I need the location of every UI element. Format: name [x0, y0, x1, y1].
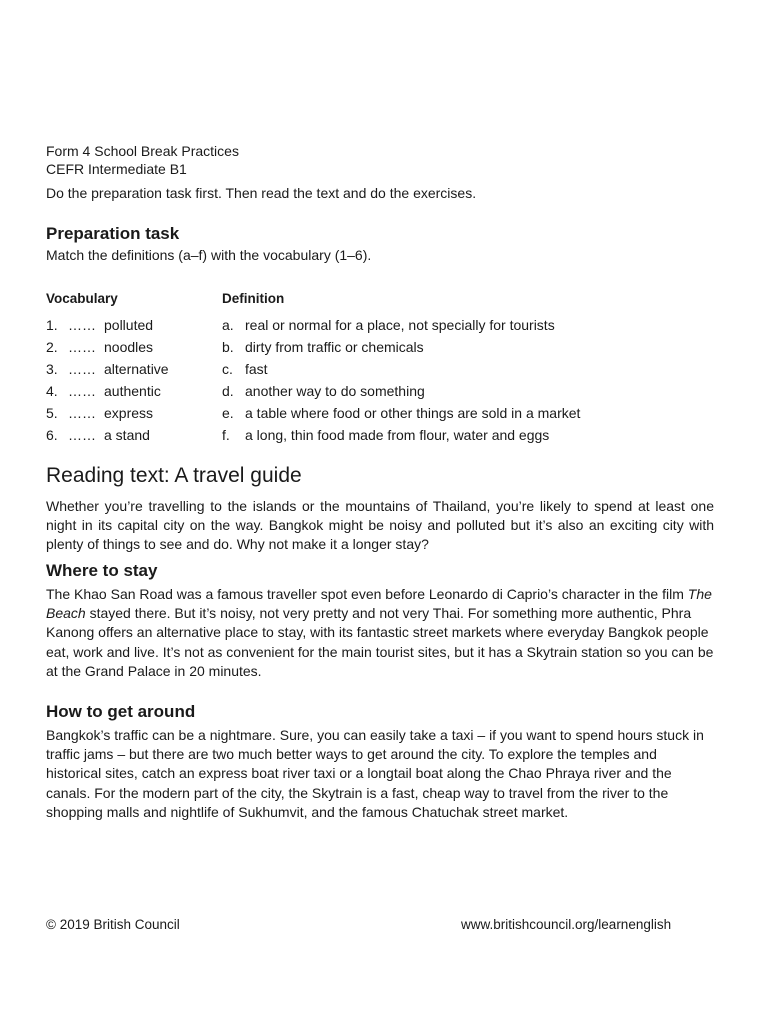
- answer-blank: ……: [68, 427, 96, 443]
- preparation-heading: Preparation task: [46, 224, 180, 243]
- answer-blank: ……: [68, 361, 96, 377]
- how-to-get-around-heading: How to get around: [46, 702, 196, 721]
- definition-column-header: Definition: [222, 291, 285, 306]
- vocab-item: 1. …… polluted: [46, 317, 154, 333]
- header-title: Form 4 School Break Practices: [46, 143, 239, 159]
- document-header: [46, 142, 239, 178]
- website-url: www.britishcouncil.org/learnenglish: [461, 917, 672, 932]
- how-to-get-around-paragraph: Bangkok’s traffic can be a nightmare. Sure, you can easily take a taxi – if you want to spend hours stuck in traffic jams – but there are two much better ways to get around the city. To explore the temples and historical sites, catch an express boat river taxi or a longtail boat along the Chao Phraya river and the canals. For the modern part of the city, the Skytrain is a fast, cheap way to travel from the river to the shopping malls and nightlife of Sukhumvit, and the famous Chatuchak street market.: [46, 727, 704, 820]
- intro-instruction: Do the preparation task first. Then read the text and do the exercises.: [46, 185, 477, 201]
- definition-item: a. real or normal for a place, not specially for tourists: [222, 317, 555, 333]
- film-title: The Beach: [46, 586, 712, 622]
- vocabulary-column-header: Vocabulary: [46, 291, 118, 306]
- reading-paragraph-intro: Whether you’re travelling to the islands or the mountains of Thailand, you’re likely to spend at least one night in its capital city on the way. Bangkok might be noisy and polluted but it’s also an exciting city with plenty of things to see and do. Why not make it a longer stay?: [46, 498, 714, 553]
- match-instruction: Match the definitions (a–f) with the vocabulary (1–6).: [46, 247, 372, 263]
- answer-blank: ……: [68, 339, 96, 355]
- vocabulary-list: [46, 316, 169, 448]
- answer-blank: ……: [68, 317, 96, 333]
- definition-item: e. a table where food or other things are sold in a market: [222, 405, 581, 421]
- where-to-stay-heading: Where to stay: [46, 561, 158, 580]
- definition-item: d. another way to do something: [222, 383, 425, 399]
- vocab-item: 4. …… authentic: [46, 383, 161, 399]
- vocab-item: 5. …… express: [46, 405, 154, 421]
- definition-list: [222, 316, 580, 448]
- definition-item: c. fast: [222, 361, 268, 377]
- vocab-item: 3. …… alternative: [46, 361, 169, 377]
- where-to-stay-paragraph: The Khao San Road was a famous traveller spot even before Leonardo di Caprio’s character in the film The Beach stayed there. But it’s noisy, not very pretty and not very Thai. For something more authentic, Phra Kanong offers an alternative place to stay, with its fantastic street markets where everyday Bangkok people eat, work and live. It’s not as convenient for the main tourist sites, but it has a Skytrain station so you can be at the Grand Palace in 20 minutes.: [46, 586, 714, 679]
- vocab-item: 6. …… a stand: [46, 427, 150, 443]
- header-level: CEFR Intermediate B1: [46, 161, 187, 177]
- definition-item: b. dirty from traffic or chemicals: [222, 339, 424, 355]
- definition-item: f. a long, thin food made from flour, water and eggs: [222, 427, 550, 443]
- answer-blank: ……: [68, 405, 96, 421]
- vocab-item: 2. …… noodles: [46, 339, 154, 355]
- copyright-notice: © 2019 British Council: [46, 917, 180, 932]
- reading-heading: Reading text: A travel guide: [46, 464, 302, 487]
- answer-blank: ……: [68, 383, 96, 399]
